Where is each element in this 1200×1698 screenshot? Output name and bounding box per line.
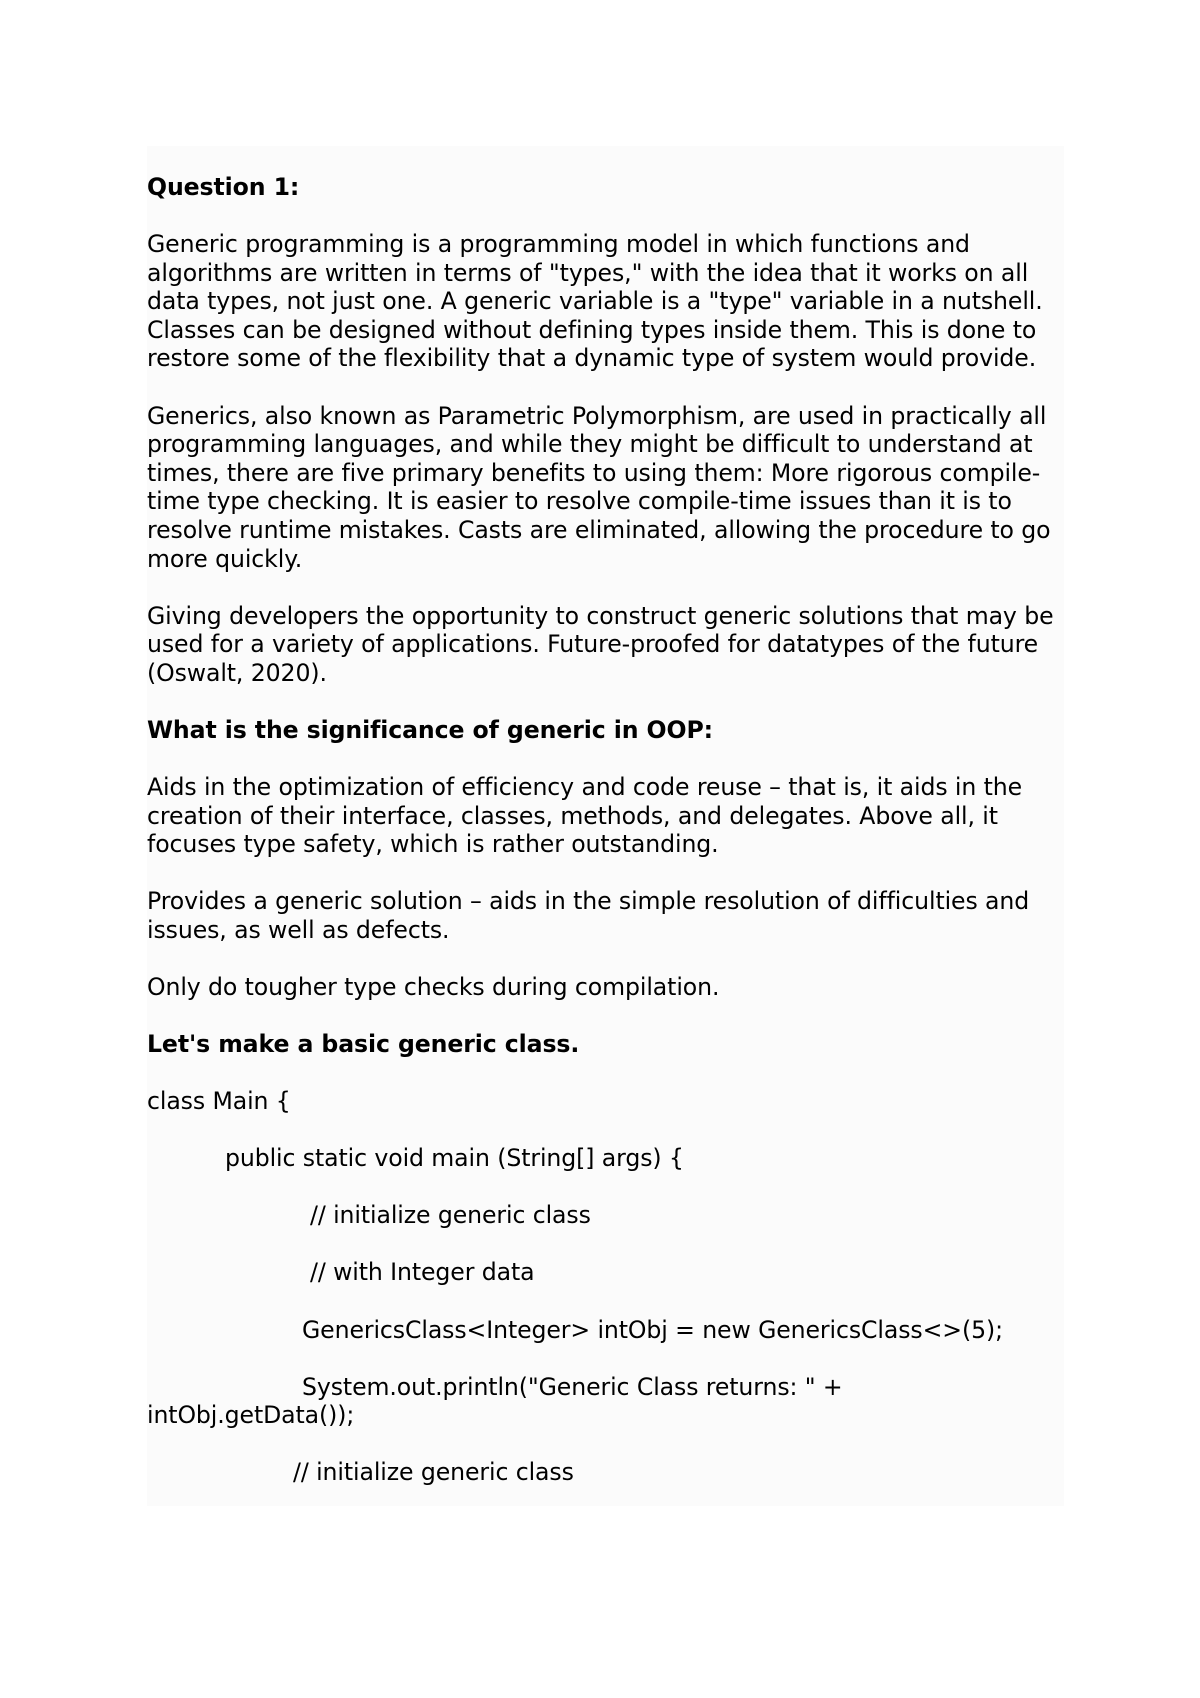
code-line-comment-init: // initialize generic class: [310, 1201, 591, 1230]
paragraph-efficiency: Aids in the optimization of efficiency and code reuse – that is, it aids in the creation of their interface, classes, methods, and delegates. Above all, it focuses type safety, which is rather outstanding.: [147, 773, 1023, 859]
code-line-main-method: public static void main (String[] args) {: [225, 1144, 684, 1173]
code-line-println: System.out.println("Generic Class returns: " +: [302, 1372, 843, 1401]
document-content: [147, 146, 1064, 1506]
paragraph-type-checks: Only do tougher type checks during compilation.: [147, 972, 720, 1001]
question-heading: Question 1:: [147, 173, 300, 201]
code-line-comment-init-2: // initialize generic class: [293, 1458, 574, 1487]
example-heading: Let's make a basic generic class.: [147, 1030, 580, 1059]
paragraph-generics-benefits: Generics, also known as Parametric Polymorphism, are used in practically all programming languages, and while they might be difficult to understand at times, there are five primary benefits to using them: More rigorous compile-time type checking. It is easier to resolve compile-time issues than it is to resolve runtime mistakes. Casts are eliminated, allowing the procedure to go more quickly.: [147, 401, 1051, 573]
paragraph-developers: Giving developers the opportunity to construct generic solutions that may be used for a variety of applications. Future-proofed for datatypes of the future (Oswalt, 2020).: [147, 601, 1054, 687]
paragraph-generic-solution: Provides a generic solution – aids in the simple resolution of difficulties and issues, as well as defects.: [147, 887, 1030, 944]
code-line-getdata: intObj.getData());: [147, 1401, 355, 1430]
code-block: [147, 1087, 1064, 1487]
document-text: [147, 146, 1064, 1515]
code-line-class-main: class Main {: [147, 1087, 291, 1116]
significance-heading: What is the significance of generic in OOP:: [147, 715, 713, 744]
code-line-generics-obj: GenericsClass<Integer> intObj = new GenericsClass<>(5);: [302, 1315, 1003, 1344]
paragraph-generic-programming: Generic programming is a programming model in which functions and algorithms are written in terms of "types," with the idea that it works on all data types, not just one. A generic variable is a "type" variable in a nutshell. Classes can be designed without defining types inside them. This is done to restore some of the flexibility that a dynamic type of system would provide.: [147, 230, 1043, 373]
code-line-comment-integer: // with Integer data: [310, 1258, 535, 1287]
